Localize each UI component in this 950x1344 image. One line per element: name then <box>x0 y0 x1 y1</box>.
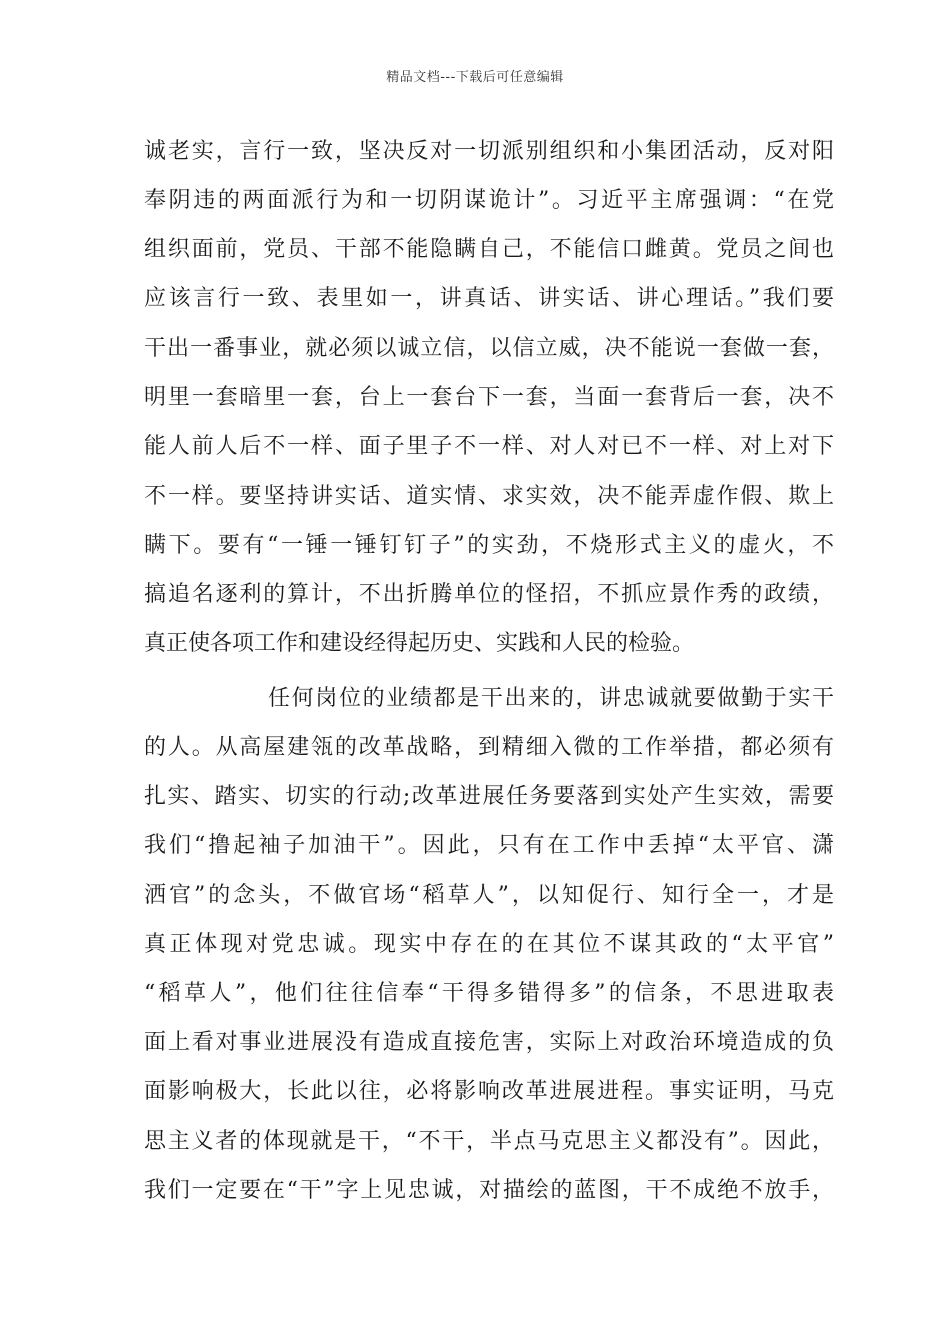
text-line: 我们“撸起袖子加油干”。因此，只有在工作中丢掉“太平官、潇 <box>144 833 834 858</box>
text-line: 的人。从高屋建瓴的改革战略，到精细入微的工作举措，都必须有 <box>144 735 834 760</box>
text-line: 干出一番事业，就必须以诚立信，以信立威，决不能说一套做一套， <box>144 336 834 361</box>
text-line: 思主义者的体现就是干，“不干，半点马克思主义都没有”。因此， <box>144 1129 834 1154</box>
text-line: 真正体现对党忠诚。现实中存在的在其位不谋其政的“太平官” <box>144 932 834 957</box>
text-line: 我们一定要在“干”字上见忠诚，对描绘的蓝图，干不成绝不放手， <box>144 1178 834 1203</box>
text-line: 瞒下。要有“一锤一锤钉钉子”的实劲，不烧形式主义的虚火，不 <box>144 533 834 558</box>
text-line: 真正使各项工作和建设经得起历史、实践和人民的检验。 <box>144 631 695 656</box>
text-line: 搞追名逐利的算计，不出折腾单位的怪招，不抓应景作秀的政绩， <box>144 582 834 607</box>
text-line: 扎实、踏实、切实的行动;改革进展任务要落到实处产生实效，需要 <box>144 784 834 809</box>
text-line: 面上看对事业进展没有造成直接危害，实际上对政治环境造成的负 <box>144 1030 834 1055</box>
text-line: 诚老实，言行一致，坚决反对一切派别组织和小集团活动，反对阳 <box>144 139 834 164</box>
text-line: 明里一套暗里一套，台上一套台下一套，当面一套背后一套，决不 <box>144 385 834 410</box>
text-line: 组织面前，党员、干部不能隐瞒自己，不能信口雌黄。党员之间也 <box>144 237 834 262</box>
text-line: “稻草人”，他们往往信奉“干得多错得多”的信条，不思进取表 <box>144 981 834 1006</box>
text-line: 不一样。要坚持讲实话、道实情、求实效，决不能弄虚作假、欺上 <box>144 484 834 509</box>
page-header: 精品文档---下载后可任意编辑 <box>386 70 564 85</box>
text-line: 洒官”的念头，不做官场“稻草人”，以知促行、知行全一，才是 <box>144 883 834 908</box>
text-line: 任何岗位的业绩都是干出来的，讲忠诚就要做勤于实干 <box>268 686 834 711</box>
text-line: 面影响极大，长此以往，必将影响改革进展进程。事实证明，马克 <box>144 1079 834 1104</box>
text-line: 能人前人后不一样、面子里子不一样、对人对已不一样、对上对下 <box>144 434 834 459</box>
text-line: 奉阴违的两面派行为和一切阴谋诡计”。习近平主席强调：“在党 <box>144 188 834 213</box>
text-line: 应该言行一致、表里如一，讲真话、讲实话、讲心理话。”我们要 <box>144 286 834 311</box>
